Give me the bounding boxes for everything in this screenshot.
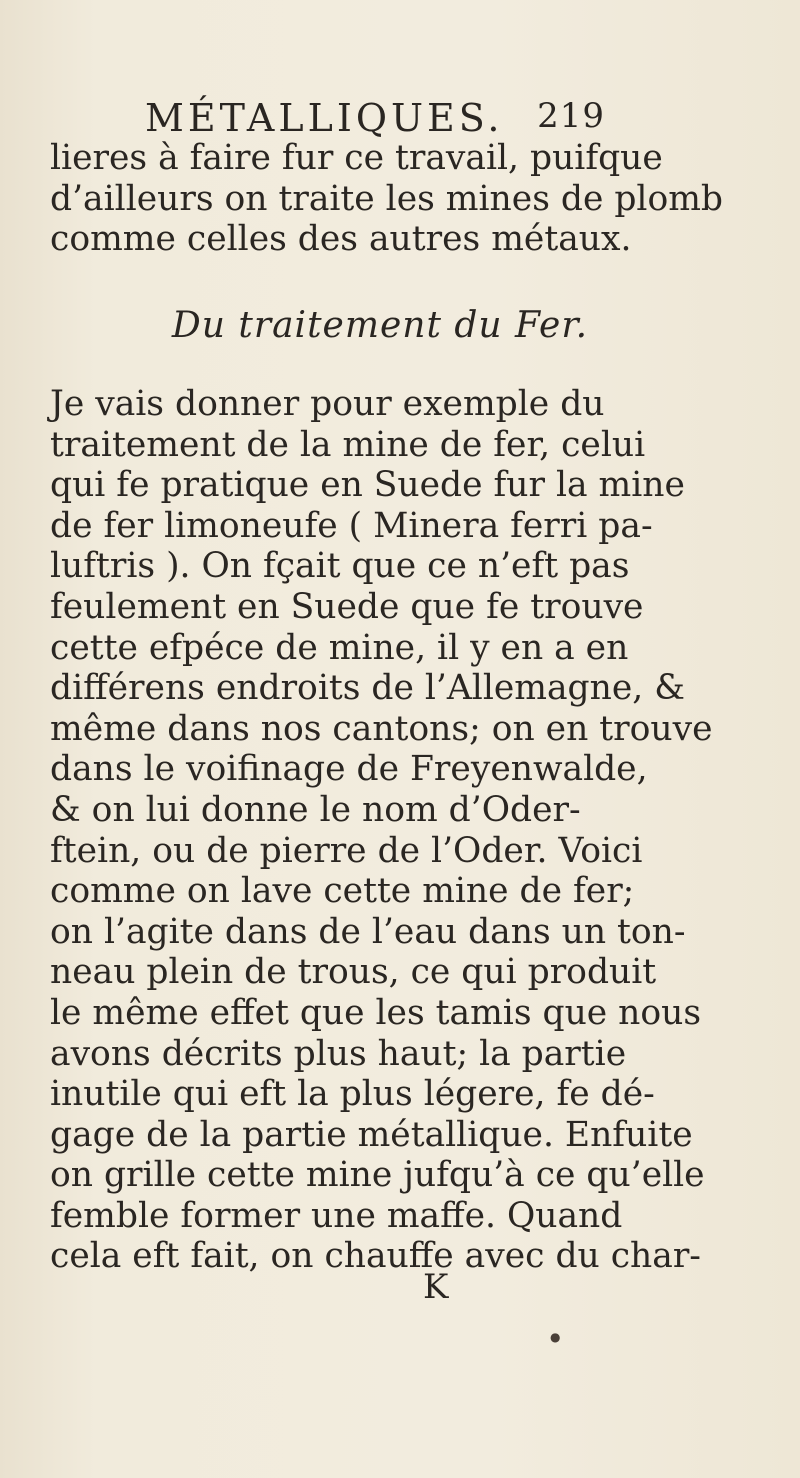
text-line: traitement de la mine de fer, celui: [50, 424, 646, 465]
text-line: ftein, ou de pierre de l’Oder. Voici: [50, 830, 643, 871]
text-line: différens endroits de l’Allemagne, &: [50, 668, 685, 709]
text-line: femble former une maffe. Quand: [50, 1195, 623, 1236]
text-line: comme celles des autres métaux.: [50, 219, 632, 260]
opening-paragraph: [50, 138, 724, 260]
text-line: neau plein de trous, ce qui produit: [50, 952, 657, 993]
ink-speck-icon: ●: [550, 1330, 561, 1344]
signature-mark: K: [423, 1267, 449, 1307]
section-heading: Du traitement du Fer.: [171, 305, 589, 346]
text-line: gage de la partie métallique. Enfuite: [50, 1114, 693, 1155]
text-line: le même effet que les tamis que nous: [50, 992, 702, 1033]
text-line: qui fe pratique en Suede fur la mine: [50, 465, 685, 506]
text-line: on l’agite dans de l’eau dans un ton-: [50, 911, 686, 952]
body-paragraph: [50, 384, 713, 1277]
text-line: comme on lave cette mine de fer;: [50, 871, 635, 912]
running-head: [145, 96, 605, 140]
text-line: d’ailleurs on traite les mines de plomb: [50, 178, 724, 219]
text-line: même dans nos cantons; on en trouve: [50, 708, 713, 749]
text-line: cela eft fait, on chauffe avec du char-: [50, 1236, 701, 1277]
text-line: lieres à faire fur ce travail, puifque: [50, 138, 663, 178]
text-line: on grille cette mine jufqu’à ce qu’elle: [50, 1155, 705, 1196]
text-line: de fer limoneufe ( Minera ferri pa-: [50, 505, 653, 546]
text-line: avons décrits plus haut; la partie: [50, 1033, 627, 1074]
running-title: MÉTALLIQUES.: [145, 96, 504, 140]
text-line: feulement en Suede que fe trouve: [50, 586, 644, 627]
text-line: cette efpéce de mine, il y en a en: [50, 627, 629, 668]
text-line: luftris ). On fçait que ce n’eft pas: [50, 546, 630, 587]
text-line: & on lui donne le nom d’Oder-: [50, 789, 581, 830]
text-line: dans le voifinage de Freyenwalde,: [50, 749, 648, 790]
text-line: inutile qui eft la plus légere, fe dé-: [50, 1074, 655, 1115]
text-line: Je vais donner pour exemple du: [50, 384, 605, 424]
page-number: 219: [537, 96, 605, 136]
